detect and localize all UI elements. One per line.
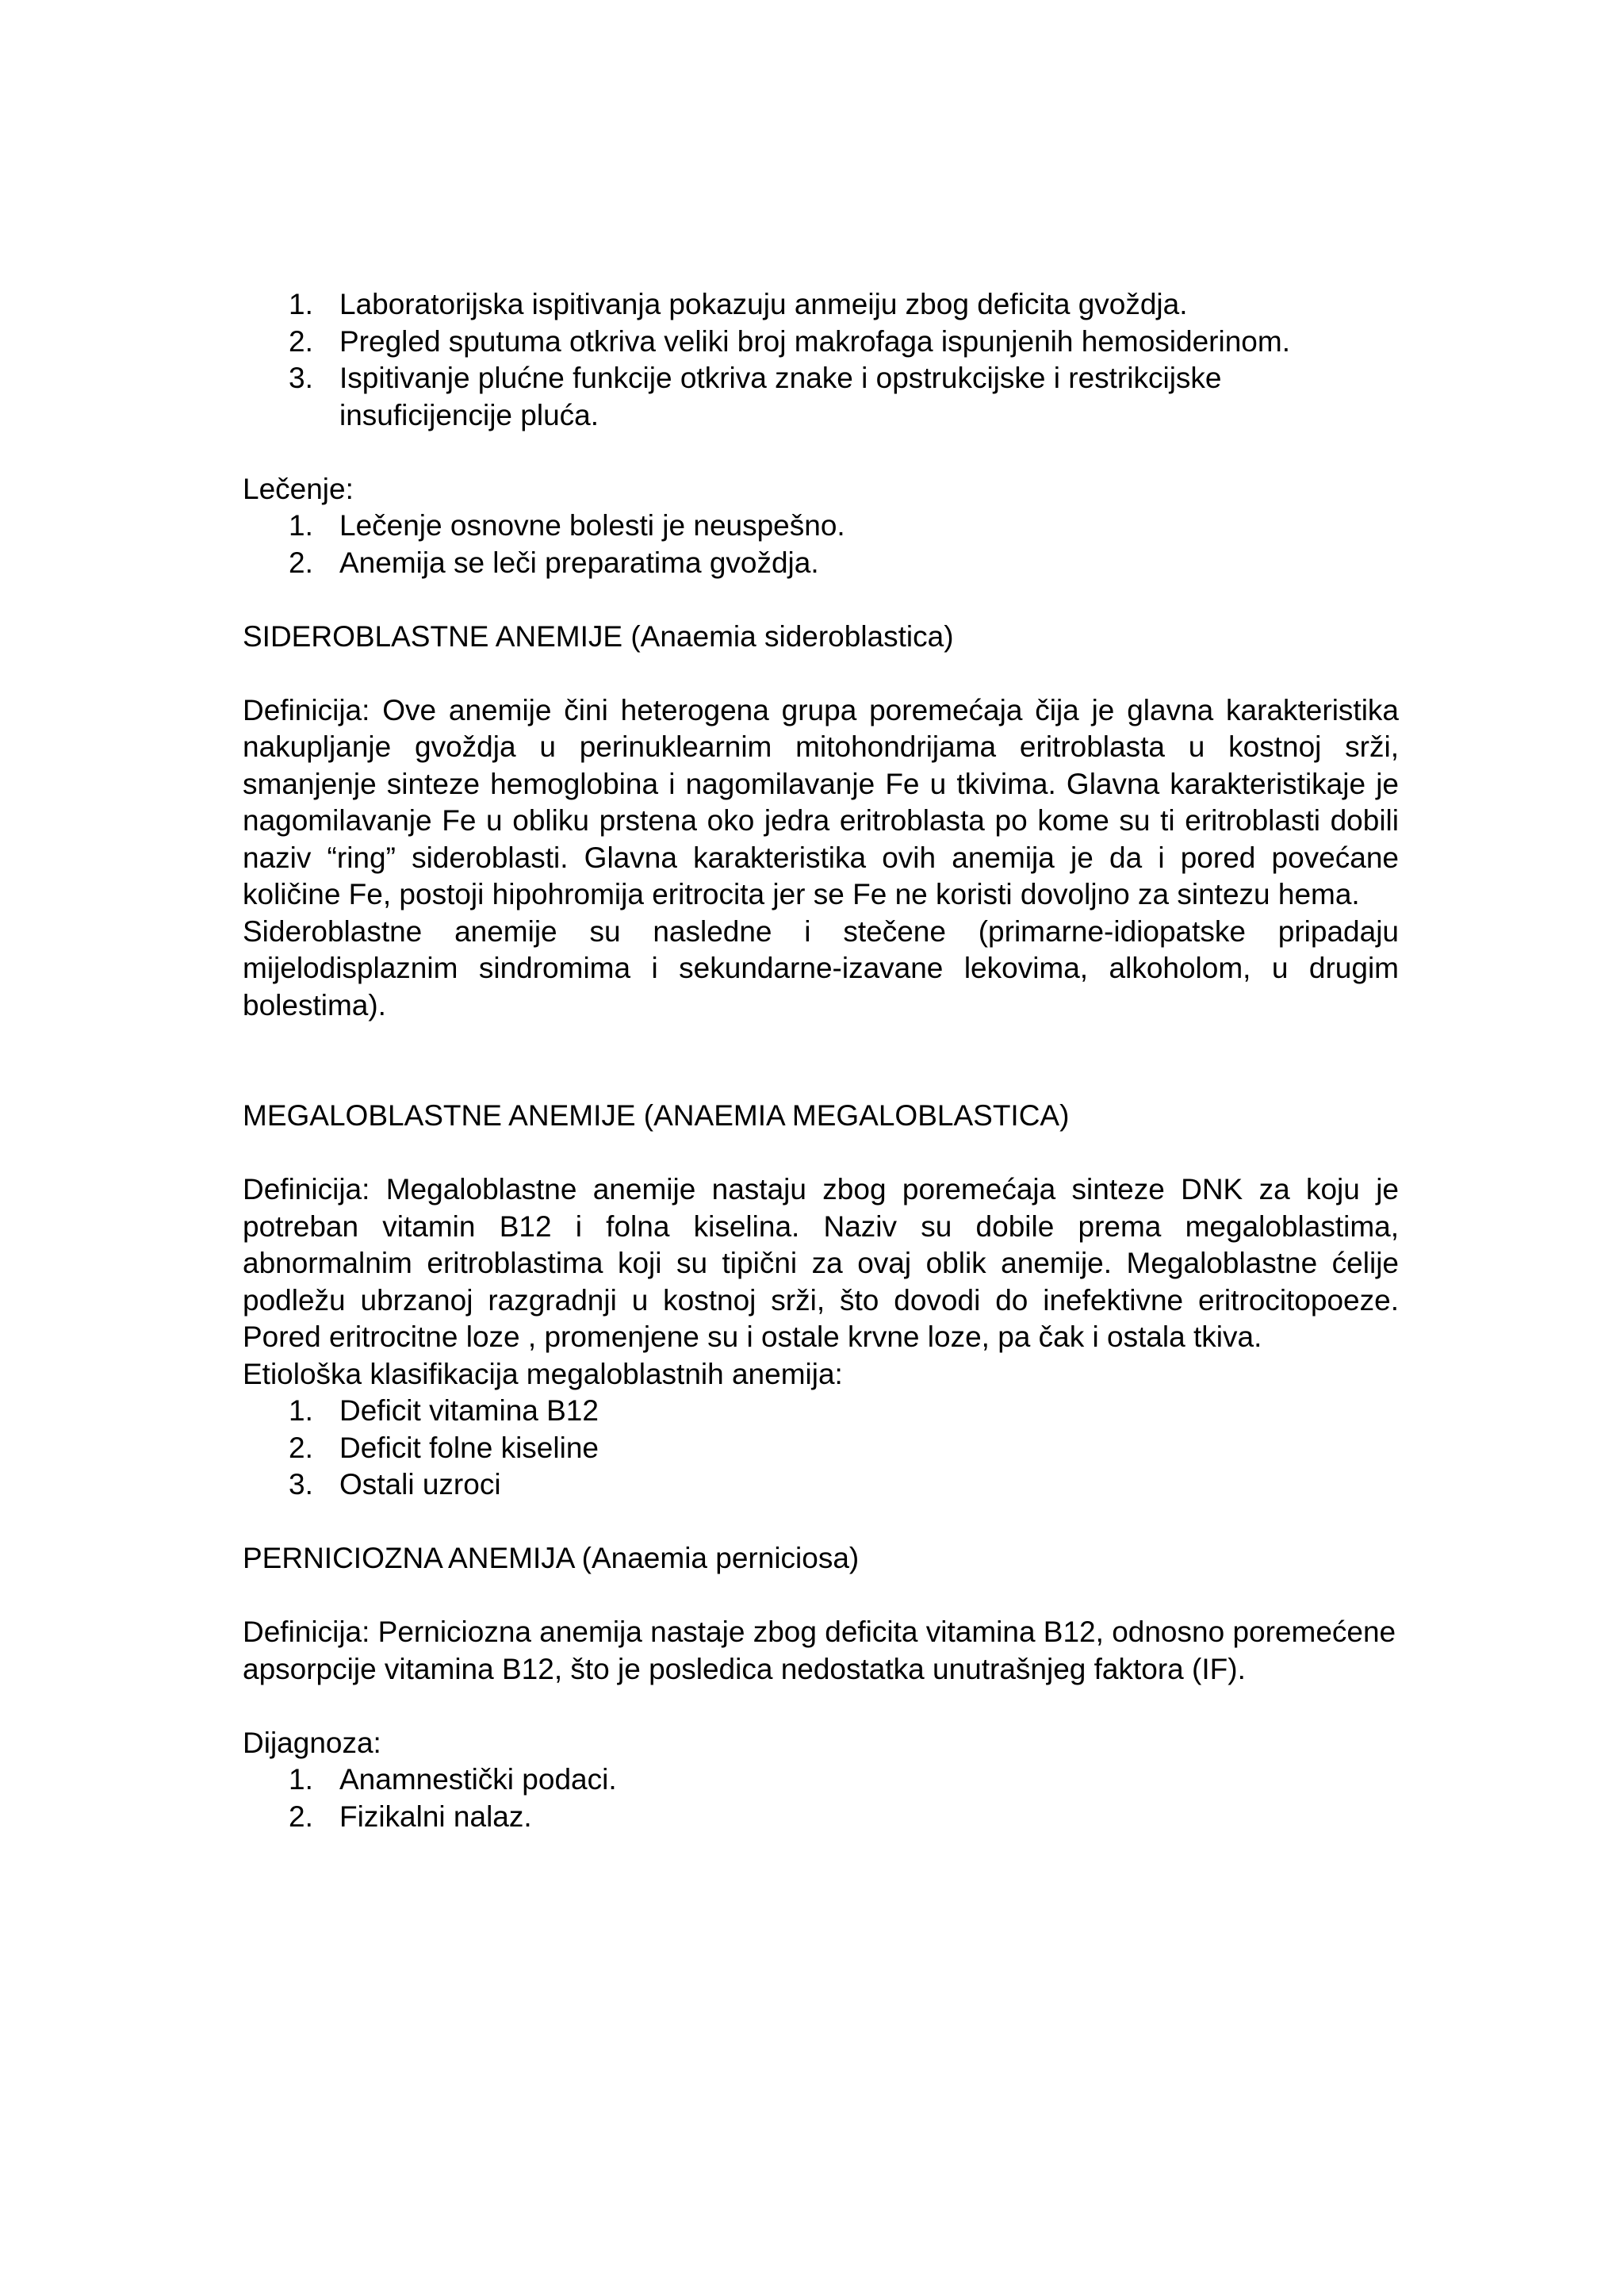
list-item-number: 2. [289,1431,313,1464]
dijagnoza-list [243,1761,1399,1835]
list-item [243,1430,1399,1467]
list-item [243,324,1399,361]
sideroblastne-definition: Definicija: Ove anemije čini heterogena grupa poremećaja čija je glavna karakteristika nakupljanje gvoždja u perinuklearnim mitohondrijama eritroblasta u kostnoj srži, smanjenje sinteze hemoglobina i nagomilavanje Fe u tkivima. Glavna karakteristikaje je nagomilavanje Fe u obliku prstena oko jedra eritroblasta po kome su ti eritroblasti dobili naziv “ring” sideroblasti. Glavna karakteristika ovih anemija je da i pored povećane količine Fe, postoji hipohromija eritrocita jer se Fe ne koristi dovoljno za sintezu hema. [243,693,1399,910]
list-item-number: 2. [289,1800,313,1833]
list-item-number: 2. [289,324,313,358]
classification-list [243,1393,1399,1504]
dijagnoza-label: Dijagnoza: [243,1726,381,1759]
list-item-text: Deficit folne kiseline [339,1431,599,1464]
list-item [243,1799,1399,1836]
megaloblastne-definition: Definicija: Megaloblastne anemije nastaju zbog poremećaja sinteze DNK za koju je potreban vitamin B12 i folna kiselina. Naziv su dobile prema megaloblastima, abnormalnim eritroblastima koji su tipični za ovaj oblik anemije. Megaloblastne ćelije podležu ubrzanoj razgradnji u kostnoj srži, što dovodi do inefektivne eritrocitopoeze. Pored eritrocitne loze , promenjene su i ostale krvne loze, pa čak i ostala tkiva. [243,1173,1399,1353]
classification-label: Etiološka klasifikacija megaloblastnih anemija: [243,1357,843,1390]
list-item-text: Laboratorijska ispitivanja pokazuju anmeiju zbog deficita gvoždja. [339,288,1188,320]
megaloblastne-heading: MEGALOBLASTNE ANEMIJE (ANAEMIA MEGALOBLASTICA) [243,1099,1070,1132]
lecenje-list [243,508,1399,581]
perniciozna-heading: PERNICIOZNA ANEMIJA (Anaemia perniciosa) [243,1542,860,1574]
list-item-text: Ostali uzroci [339,1468,501,1501]
list-item [243,286,1399,324]
list-item-number: 3. [289,362,313,394]
lecenje-label: Lečenje: [243,472,354,505]
findings-list [243,286,1399,434]
perniciozna-definition: Definicija: Perniciozna anemija nastaje zbog deficita vitamina B12, odnosno poremećene apsorpcije vitamina B12, što je posledica nedostatka unutrašnjeg faktora (IF). [243,1616,1396,1685]
list-item-number: 1. [289,1394,313,1427]
list-item-text: Anemija se leči preparatima gvoždja. [339,546,819,579]
list-item-text: Fizikalni nalaz. [339,1800,532,1833]
list-item-number: 1. [289,1763,313,1796]
list-item [243,508,1399,545]
list-item-text: Deficit vitamina B12 [339,1394,599,1427]
document-page [243,286,1399,1835]
list-item-number: 1. [289,509,313,542]
list-item-text: Anamnestički podaci. [339,1763,617,1796]
list-item [243,360,1399,434]
list-item-text: Lečenje osnovne bolesti je neuspešno. [339,509,845,542]
sideroblastne-types: Sideroblastne anemije su nasledne i stečene (primarne-idiopatske pripadaju mijelodisplaznim sindromima i sekundarne-izavane lekovima, alkoholom, u drugim bolestima). [243,914,1399,1022]
list-item-number: 2. [289,546,313,579]
list-item [243,1761,1399,1799]
list-item [243,1393,1399,1430]
sideroblastne-heading: SIDEROBLASTNE ANEMIJE (Anaemia sideroblastica) [243,619,954,653]
list-item-number: 3. [289,1468,313,1501]
list-item-text: Ispitivanje plućne funkcije otkriva znake i opstrukcijske i restrikcijske insuficijencije pluća. [339,362,1222,431]
list-item-text: Pregled sputuma otkriva veliki broj makrofaga ispunjenih hemosiderinom. [339,324,1290,358]
list-item [243,1466,1399,1504]
list-item-number: 1. [289,288,313,320]
list-item [243,545,1399,582]
